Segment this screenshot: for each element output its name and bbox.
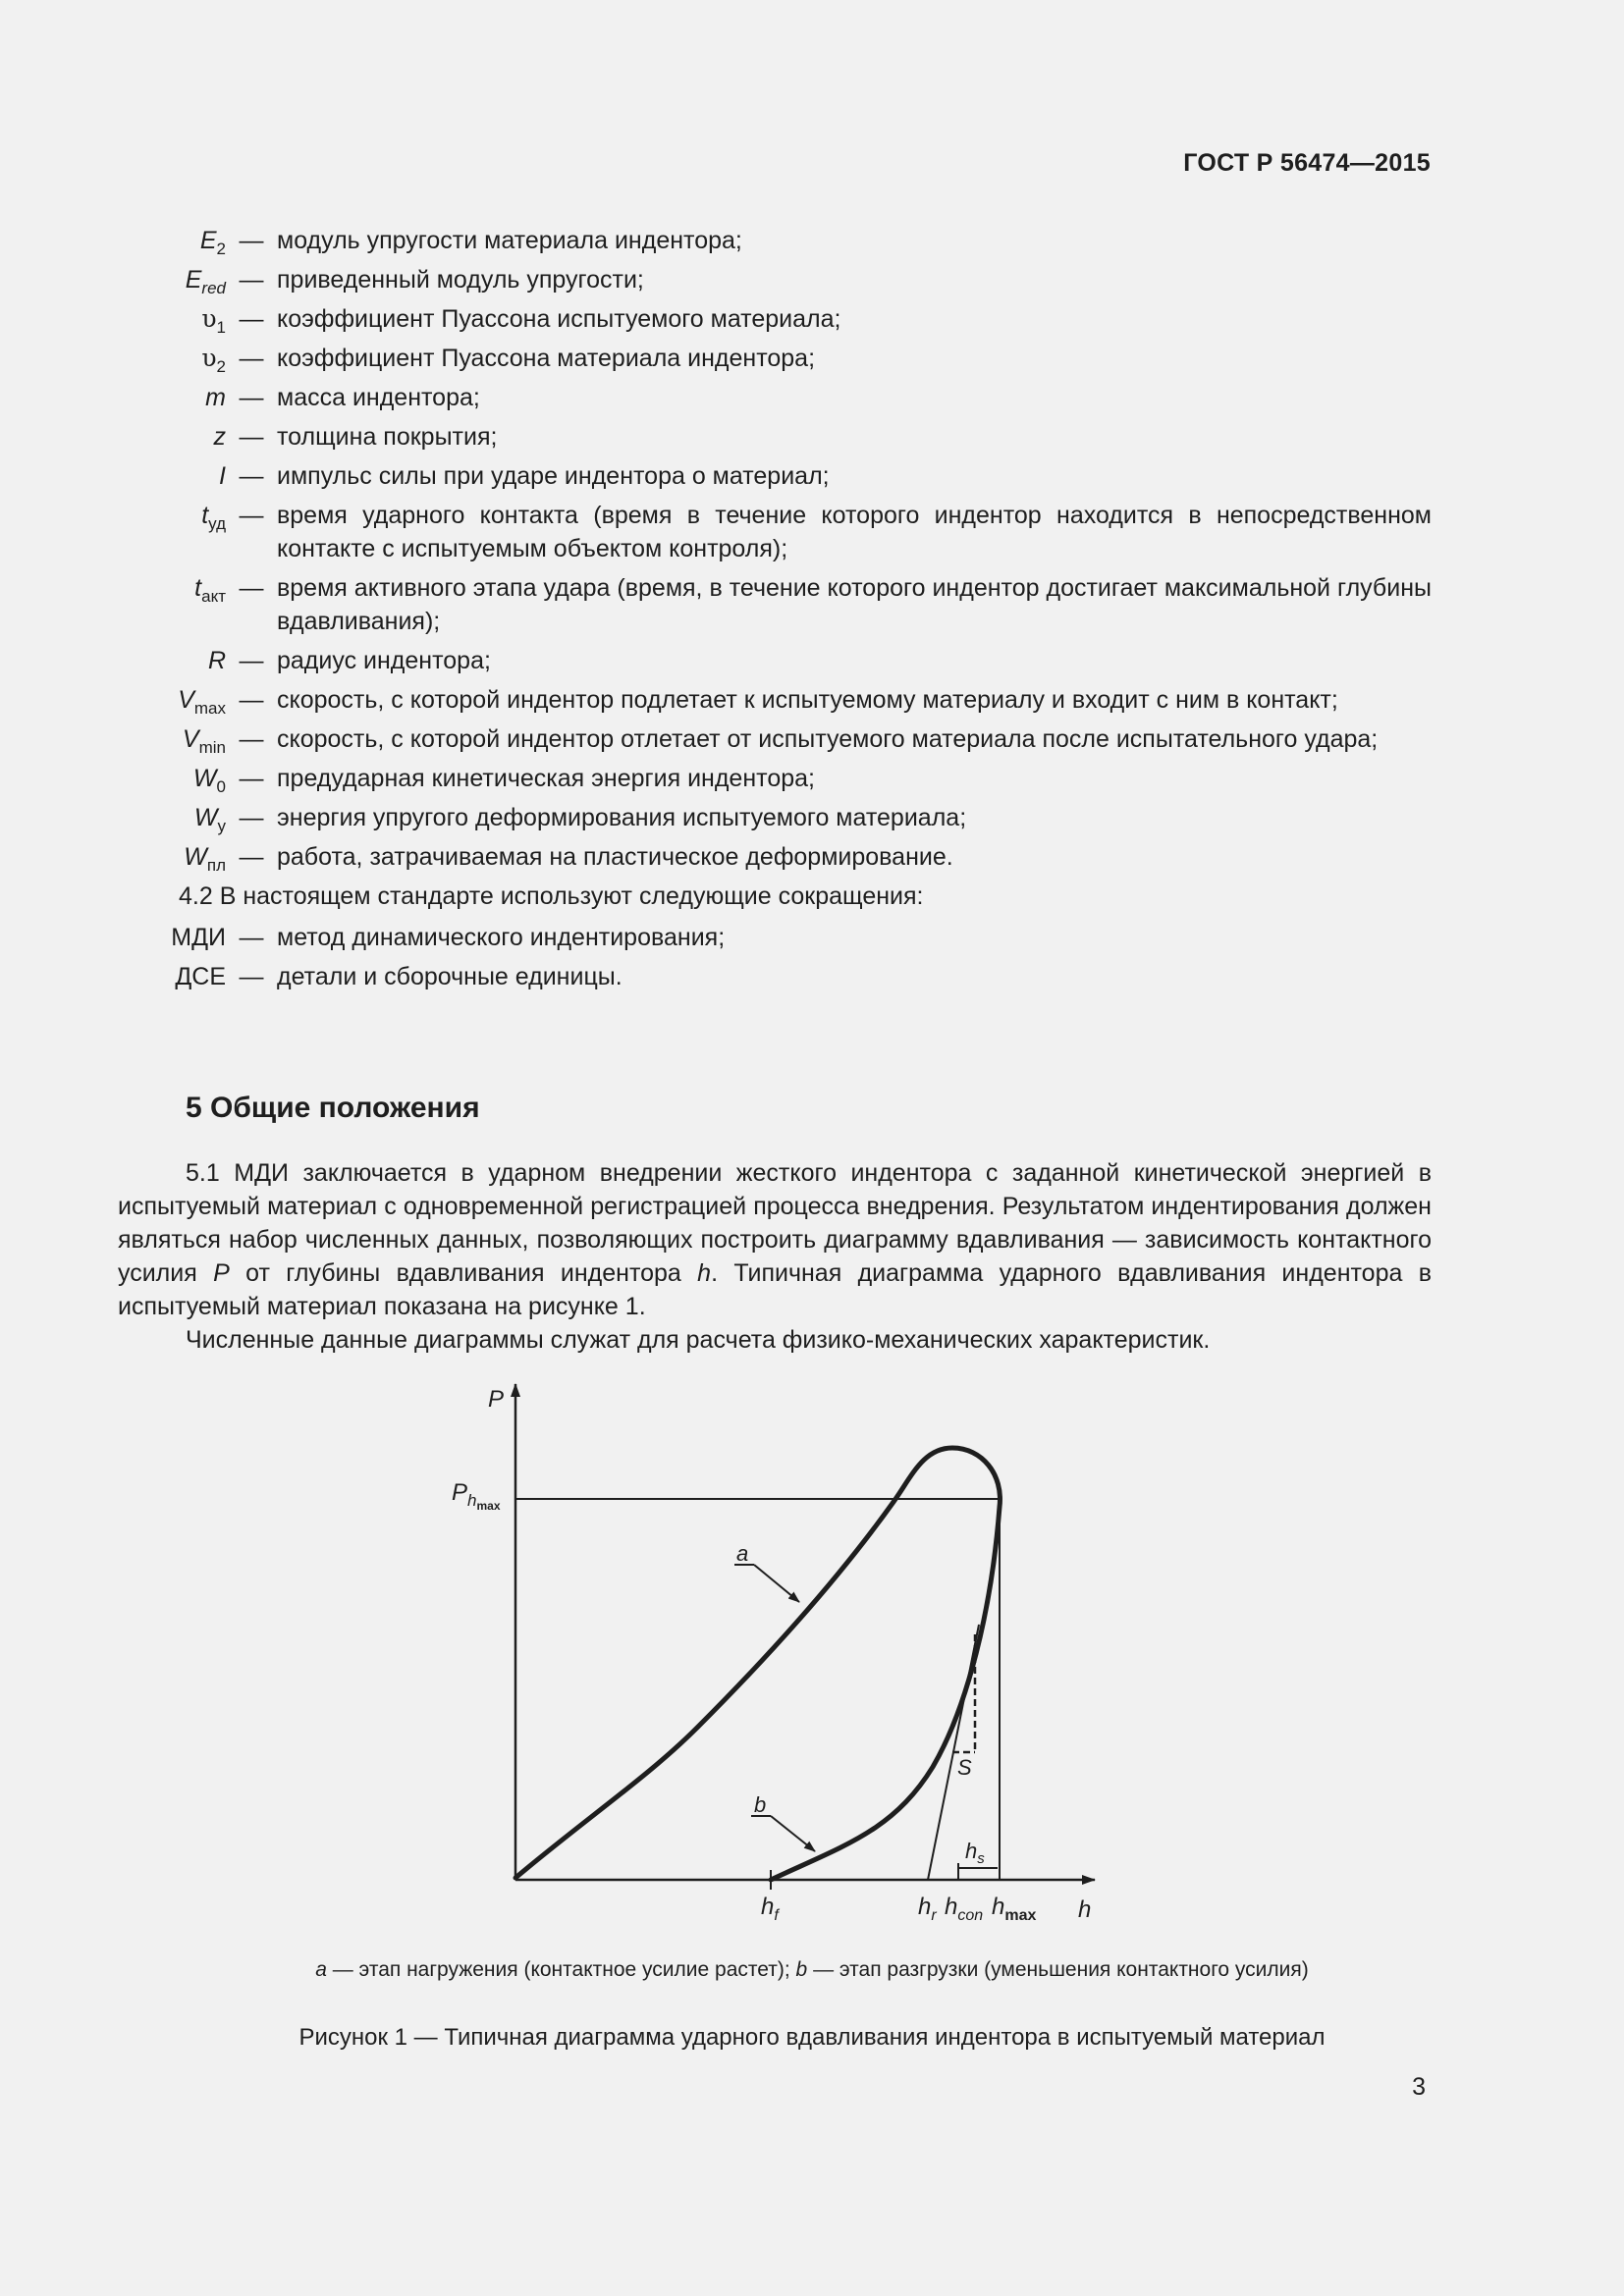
- abbreviation-text: детали и сборочные единицы.: [277, 963, 623, 990]
- definition-text: модуль упругости материала индентора;: [277, 227, 742, 254]
- hcon-label: $h_{con}$: [945, 1894, 984, 1924]
- abbreviation-item: [118, 960, 1432, 993]
- definition-item: [118, 801, 1432, 834]
- definition-item: [118, 722, 1432, 756]
- dash: —: [239, 384, 264, 411]
- definition-text: время активного этапа удара (время, в течение которого индентор достигает максимальной глубины вдавливания);: [277, 574, 1432, 635]
- dash: —: [239, 266, 264, 294]
- dash: —: [239, 345, 264, 372]
- dash: —: [239, 227, 264, 254]
- paragraph-5-1: 5.1 МДИ заключается в ударном внедрении жесткого индентора с заданной кинетической энергией в испытуемый материал с одновременной регистрацией процесса внедрения. Результатом индентирования должен являться набор численных данных, позволяющих построить диаграмму вдавливания — зависимость контактного усилия P от глубины вдавливания индентора h. Типичная диаграмма ударного вдавливания индентора в испытуемый материал показана на рисунке 1.: [118, 1159, 1432, 1320]
- hs-label: $h_s$: [965, 1839, 985, 1867]
- dash: —: [239, 305, 264, 333]
- definition-item: [118, 762, 1432, 795]
- definition-item: [118, 644, 1432, 677]
- section-5-title: 5 Общие положения: [186, 1092, 480, 1124]
- symbol: m: [205, 384, 226, 411]
- definition-text: коэффициент Пуассона материала индентора;: [277, 345, 816, 372]
- dash: —: [239, 924, 264, 951]
- abbreviation-item: [118, 921, 1432, 954]
- definition-text: толщина покрытия;: [277, 423, 498, 451]
- dash: —: [239, 462, 264, 490]
- document-id: ГОСТ Р 56474—2015: [1183, 149, 1431, 177]
- dash: —: [239, 804, 264, 831]
- figure-legend: a — этап нагружения (контактное усилие растет); b — этап разгрузки (уменьшения контактного усилия): [315, 1958, 1309, 1981]
- x-axis-label: h: [1078, 1896, 1092, 1923]
- symbol: z: [213, 423, 226, 451]
- symbol: $V_{min}$: [182, 725, 226, 757]
- definition-text: скорость, с которой индентор подлетает к испытуемому материалу и входит с ним в контакт;: [277, 686, 1338, 714]
- definition-item: [118, 499, 1432, 565]
- symbol: $W_{пл}$: [184, 843, 226, 875]
- abbreviation: ДСЕ: [175, 963, 226, 990]
- curve-a-label: a: [736, 1541, 749, 1566]
- definitions-list: [118, 224, 1432, 999]
- figure-caption: Рисунок 1 — Типичная диаграмма ударного вдавливания индентора в испытуемый материал: [298, 2024, 1326, 2051]
- y-axis-label: P: [488, 1386, 505, 1413]
- abbreviation-text: метод динамического индентирования;: [277, 924, 726, 951]
- definition-item: [118, 263, 1432, 296]
- indentation-diagram: [0, 1364, 1624, 1953]
- definition-item: [118, 224, 1432, 257]
- section-4-2: 4.2 В настоящем стандарте используют следующие сокращения:: [179, 882, 924, 910]
- symbol: I: [219, 462, 226, 490]
- definition-item: [118, 571, 1432, 638]
- definition-item: [118, 683, 1432, 717]
- dash: —: [239, 502, 264, 529]
- definition-text: работа, затрачиваемая на пластическое деформирование.: [277, 843, 953, 871]
- definition-item: [118, 342, 1432, 375]
- hmax-label: $h_{max}$: [992, 1894, 1037, 1924]
- dash: —: [239, 647, 264, 674]
- dash: —: [239, 963, 264, 990]
- dash: —: [239, 765, 264, 792]
- definition-text: импульс силы при ударе индентора о материал;: [277, 462, 830, 490]
- dash: —: [239, 686, 264, 714]
- symbol: $\upsilon_2$: [201, 344, 226, 376]
- label-a-leader: [754, 1565, 799, 1602]
- symbol: $\upsilon_1$: [201, 304, 226, 337]
- definition-text: приведенный модуль упругости;: [277, 266, 644, 294]
- label-b-leader: [771, 1816, 815, 1851]
- definition-item: [118, 302, 1432, 336]
- definition-item: [118, 381, 1432, 414]
- definition-text: коэффициент Пуассона испытуемого материала;: [277, 305, 841, 333]
- symbol: $t_{акт}$: [194, 574, 226, 606]
- definition-text: время ударного контакта (время в течение которого индентор находится в непосредственном контакте с испытуемым объектом контроля);: [277, 502, 1432, 562]
- definition-text: радиус индентора;: [277, 647, 491, 674]
- dash: —: [239, 574, 264, 602]
- hr-label: $h_r$: [918, 1894, 937, 1924]
- dash: —: [239, 843, 264, 871]
- definition-item: [118, 840, 1432, 874]
- definition-text: энергия упругого деформирования испытуемого материала;: [277, 804, 967, 831]
- symbol: $W_у$: [193, 804, 226, 835]
- paragraph-5-1-b: Численные данные диаграммы служат для расчета физико-механических характеристик.: [186, 1326, 1211, 1354]
- definition-text: скорость, с которой индентор отлетает от испытуемого материала после испытательного удара;: [277, 725, 1379, 753]
- s-label: S: [957, 1755, 972, 1780]
- definition-text: масса индентора;: [277, 384, 480, 411]
- symbol: $E_2$: [199, 227, 226, 258]
- symbol: R: [207, 647, 226, 674]
- definition-item: [118, 420, 1432, 454]
- symbol: $E_{red}$: [185, 266, 226, 297]
- definition-item: [118, 459, 1432, 493]
- dash: —: [239, 423, 264, 451]
- hf-label: $h_f$: [761, 1894, 779, 1924]
- symbol: $t_{уд}$: [201, 502, 226, 533]
- abbreviation: МДИ: [171, 924, 226, 951]
- symbol: $V_{max}$: [178, 686, 226, 718]
- page-number: 3: [1412, 2073, 1426, 2101]
- curve-b-label: b: [754, 1792, 767, 1817]
- dash: —: [239, 725, 264, 753]
- symbol: $W_0$: [192, 765, 226, 796]
- p-hmax-label: $P_h\max$: [452, 1479, 501, 1513]
- definition-text: предударная кинетическая энергия индентора;: [277, 765, 815, 792]
